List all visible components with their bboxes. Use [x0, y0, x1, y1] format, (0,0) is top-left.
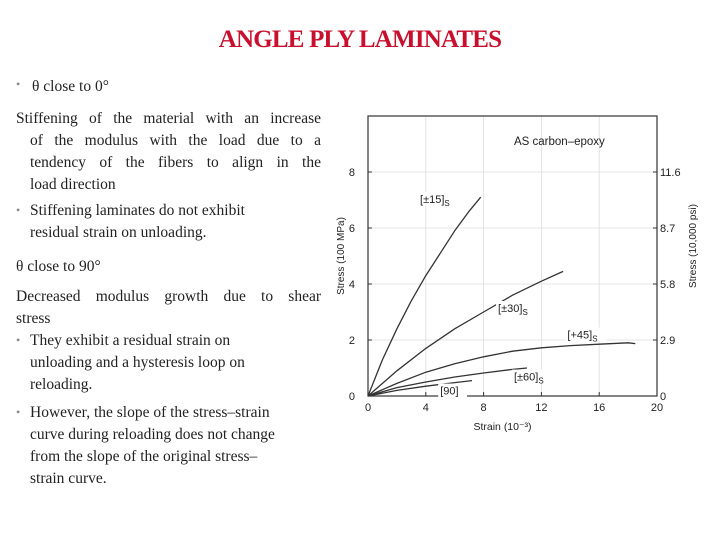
y-axis-label-left: Stress (100 MPa)	[336, 217, 347, 295]
slide-title: ANGLE PLY LAMINATES	[218, 26, 502, 53]
bullet-2-line-2: reloading.	[30, 376, 93, 393]
para-0-line-1: of the modulus with the load due to a	[30, 132, 321, 149]
series-label-3: $[\pm 60]_S$	[513, 371, 544, 386]
para-0-line-3: load direction	[30, 176, 116, 193]
bullet-3-line-2: from the slope of the original stress–	[30, 448, 258, 465]
bullet-dot-icon: •	[16, 77, 21, 91]
y-tick-label: 8	[348, 167, 355, 179]
bullet-dot-icon: •	[16, 333, 21, 347]
heading-theta-ninety: θ close to 90°	[16, 258, 101, 275]
y-right-tick-label: 11.6	[660, 167, 681, 179]
series-label-1: $[\pm 30]_S$	[498, 303, 528, 317]
bullet-dot-icon: •	[16, 405, 21, 419]
x-axis-label: Strain (10⁻³)	[473, 421, 532, 433]
series-label-0: $[\pm 15]_S$	[420, 193, 450, 208]
series-label-4: [90]	[440, 385, 459, 398]
y-tick-label: 6	[348, 223, 355, 235]
plot-frame	[368, 116, 657, 396]
y-right-tick-label: 2.9	[660, 335, 676, 347]
para-0-line-2: tendency of the fibers to align in the	[30, 154, 321, 171]
x-tick-label: 12	[535, 402, 548, 414]
chart-series	[368, 192, 635, 398]
x-tick-label: 0	[364, 402, 372, 414]
chart-title: AS carbon–epoxy	[514, 136, 605, 148]
bullet-3-line-0: However, the slope of the stress–strain	[30, 404, 270, 421]
bullet-2-line-0: They exhibit a residual strain on	[30, 332, 231, 349]
bullet-3-line-1: curve during reloading does not change	[30, 426, 275, 443]
series-line-2	[368, 343, 635, 396]
bullet-3-line-3: strain curve.	[30, 470, 107, 487]
series-line-0	[368, 197, 481, 396]
y-right-tick-label: 0	[660, 391, 667, 403]
y-axis-label-right: Stress (10,000 psi)	[688, 204, 699, 288]
bullet-1-line-0: Stiffening laminates do not exhibit	[30, 202, 245, 219]
para-90-line-1: stress	[16, 310, 51, 327]
x-tick-label: 4	[422, 402, 429, 414]
series-label-2: $[+45]_S$	[567, 329, 598, 344]
bullet-theta-zero: θ close to 0°	[32, 78, 109, 95]
y-tick-label: 0	[348, 391, 355, 403]
y-tick-label: 2	[348, 335, 355, 347]
y-tick-label: 4	[348, 279, 355, 291]
chart-grid	[368, 116, 657, 396]
y-right-tick-label: 8.7	[660, 223, 676, 235]
bullet-1-line-1: residual strain on unloading.	[30, 224, 207, 241]
x-tick-label: 20	[650, 402, 664, 414]
para-0-line-0: Stiffening of the material with an increase	[16, 110, 321, 127]
y-right-tick-label: 5.8	[660, 279, 676, 291]
stress-strain-chart	[332, 108, 704, 448]
bullet-dot-icon: •	[16, 203, 21, 217]
x-tick-label: 16	[593, 402, 606, 414]
bullet-2-line-1: unloading and a hysteresis loop on	[30, 354, 245, 371]
x-tick-label: 8	[480, 402, 487, 414]
para-90-line-0: Decreased modulus growth due to shear	[16, 288, 321, 305]
